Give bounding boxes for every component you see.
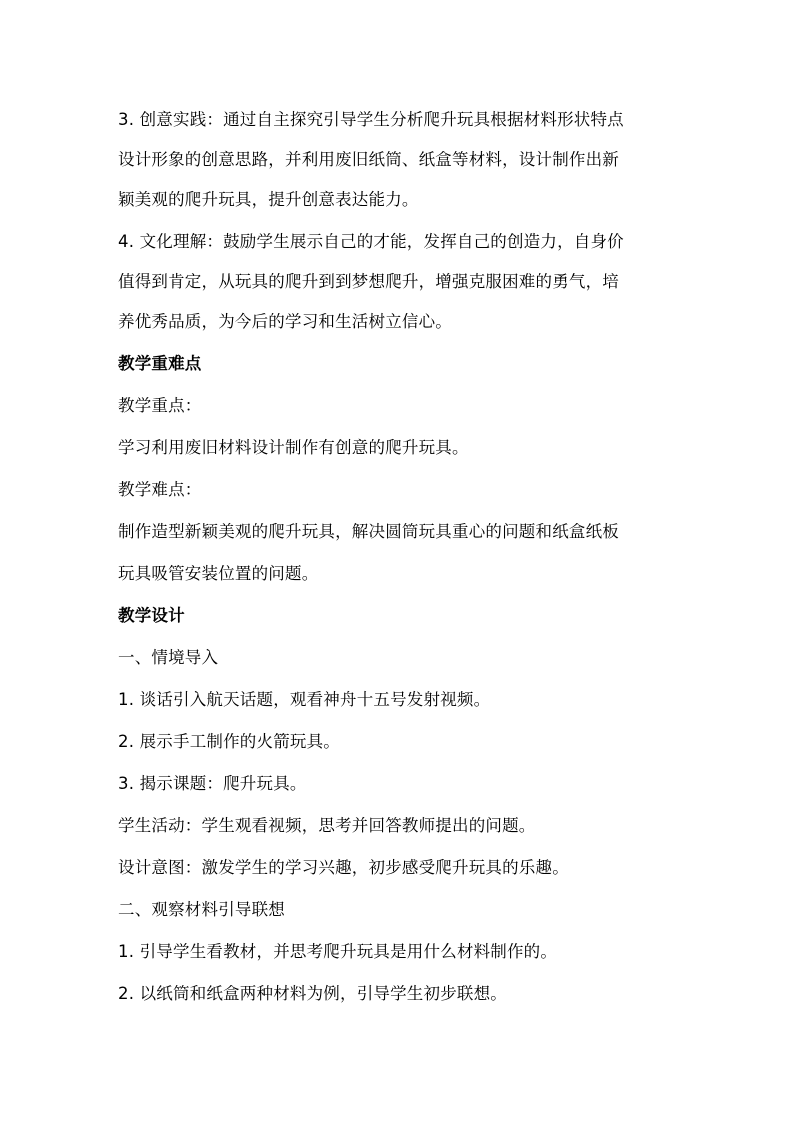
part1-student-activity: 学生活动：学生观看视频，思考并回答教师提出的问题。 [118, 816, 536, 835]
difficult-point-line-1: 制作造型新颖美观的爬升玩具，解决圆筒玩具重心的问题和纸盒纸板 [118, 522, 619, 541]
culture-understanding-line-1: 4. 文化理解：鼓励学生展示自己的才能，发挥自己的创造力，自身价 [118, 232, 624, 251]
part2-step-2: 2. 以纸筒和纸盒两种材料为例，引导学生初步联想。 [118, 984, 507, 1003]
part2-title: 二、观察材料引导联想 [118, 900, 285, 919]
culture-understanding-line-2: 值得到肯定，从玩具的爬升到到梦想爬升，增强克服困难的勇气，培 [118, 272, 619, 291]
difficult-point-line-2: 玩具吸管安装位置的问题。 [118, 564, 319, 583]
part1-title: 一、情境导入 [118, 648, 219, 667]
teaching-design-heading: 教学设计 [118, 606, 185, 625]
key-point-text: 学习利用废旧材料设计制作有创意的爬升玩具。 [118, 438, 469, 457]
creative-practice-line-3: 颖美观的爬升玩具，提升创意表达能力。 [118, 190, 419, 209]
difficult-point-label: 教学难点： [118, 480, 202, 499]
part1-step-3: 3. 揭示课题：爬升玩具。 [118, 774, 307, 793]
part2-step-1: 1. 引导学生看教材，并思考爬升玩具是用什么材料制作的。 [118, 942, 558, 961]
part1-step-2: 2. 展示手工制作的火箭玩具。 [118, 732, 340, 751]
key-difficult-heading: 教学重难点 [118, 354, 202, 373]
part1-design-intent: 设计意图：激发学生的学习兴趣，初步感受爬升玩具的乐趣。 [118, 858, 569, 877]
key-point-label: 教学重点： [118, 396, 202, 415]
creative-practice-line-1: 3. 创意实践：通过自主探究引导学生分析爬升玩具根据材料形状特点 [118, 110, 624, 129]
culture-understanding-line-3: 养优秀品质，为今后的学习和生活树立信心。 [118, 312, 452, 331]
part1-step-1: 1. 谈话引入航天话题，观看神舟十五号发射视频。 [118, 690, 491, 709]
creative-practice-line-2: 设计形象的创意思路，并利用废旧纸筒、纸盒等材料，设计制作出新 [118, 150, 619, 169]
